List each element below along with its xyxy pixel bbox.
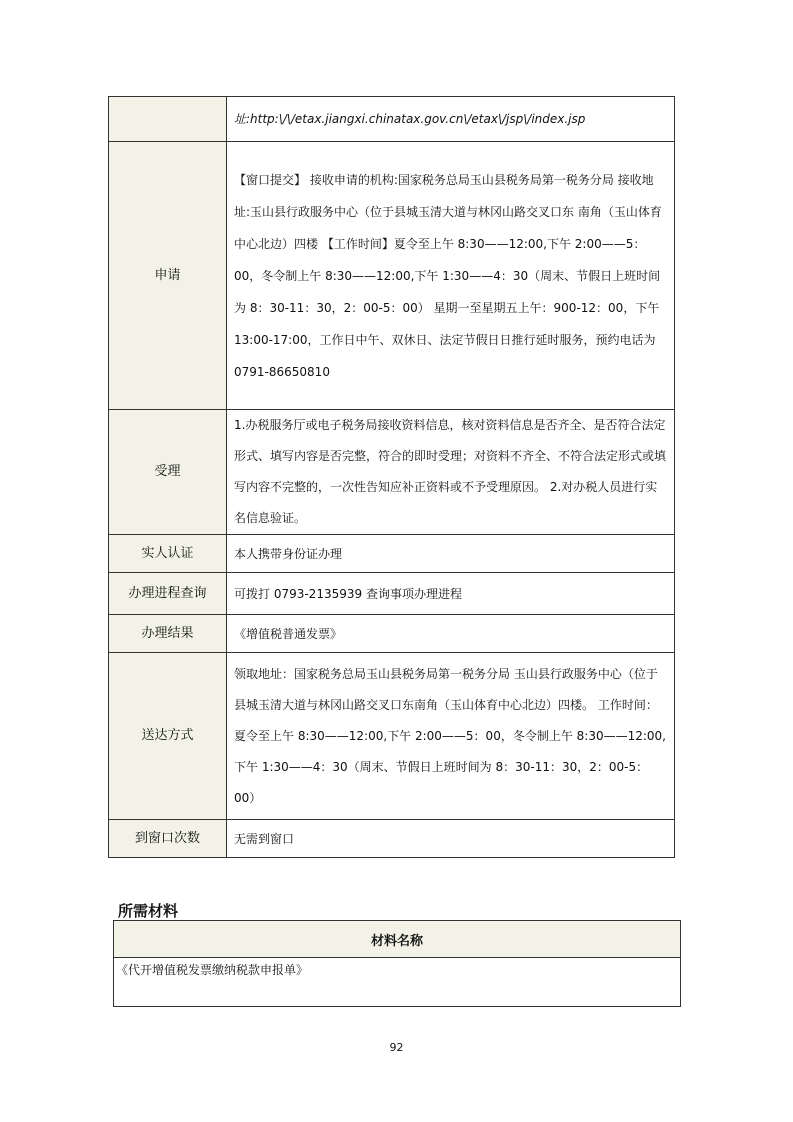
accept-value: 1.办税服务厅或电子税务局接收资料信息，核对资料信息是否齐全、是否符合法定形式、填写内容是否完整，符合的即时受理；对资料不齐全、不符合法定形式或填写内容不完整的，一次性告知应补正资料或不予受理原因。 2.对办税人员进行实名信息验证。: [227, 410, 675, 535]
result-value: 《增值税普通发票》: [227, 615, 675, 653]
service-info-table: [108, 96, 675, 858]
page-number: 92: [389, 1041, 404, 1054]
table-row: [109, 97, 675, 142]
row-label-identity: 实人认证: [109, 535, 227, 573]
row-label-visits: 到窗口次数: [109, 820, 227, 858]
material-name-header: 材料名称: [114, 921, 681, 958]
table-row: [114, 958, 681, 1007]
table-header-row: [114, 921, 681, 958]
apply-value: 【窗口提交】 接收申请的机构:国家税务总局玉山县税务局第一税务分局 接收地址:玉山县行政服务中心（位于县城玉清大道与林冈山路交叉口东 南角（玉山体育中心北边）四楼 【工作时间】夏令至上午 8:30——12:00,下午 2:00——5：00，冬令制上午 8:30——12:00,下午 1:30——4：30（周末、节假日上班时间为 8：30-11：30，2：00-5：00） 星期一至星期五上午：900-12：00，下午 13:00-17:00，工作日中午、双休日、法定节假日日推行延时服务，预约电话为 0791-86650810: [227, 142, 675, 410]
table-row: [109, 535, 675, 573]
materials-section-title: 所需材料: [118, 902, 179, 920]
materials-table: [113, 920, 681, 1007]
table-row: [109, 653, 675, 820]
row-label-progress: 办理进程查询: [109, 573, 227, 615]
row-label-accept: 受理: [109, 410, 227, 535]
table-row: [109, 142, 675, 410]
table-row: [109, 410, 675, 535]
row-label-delivery: 送达方式: [109, 653, 227, 820]
row-label-apply: 申请: [109, 142, 227, 410]
visits-value: 无需到窗口: [227, 820, 675, 858]
material-item: 《代开增值税发票缴纳税款申报单》: [114, 958, 681, 1007]
table-row: [109, 615, 675, 653]
table-row: [109, 573, 675, 615]
row-label-result: 办理结果: [109, 615, 227, 653]
online-address-value: 址:http:\/\/etax.jiangxi.chinatax.gov.cn\/etax\/jsp\/index.jsp: [227, 97, 675, 142]
table-row: [109, 820, 675, 858]
progress-value: 可拨打 0793-2135939 查询事项办理进程: [227, 573, 675, 615]
identity-value: 本人携带身份证办理: [227, 535, 675, 573]
delivery-value: 领取地址：国家税务总局玉山县税务局第一税务分局 玉山县行政服务中心（位于县城玉清大道与林冈山路交叉口东南角（玉山体育中心北边）四楼。 工作时间：夏令至上午 8:30——12:00,下午 2:00——5：00，冬令制上午 8:30——12:00,下午 1:30——4：30（周末、节假日上班时间为 8：30-11：30，2：00-5：00）: [227, 653, 675, 820]
row-label-empty: [109, 97, 227, 142]
